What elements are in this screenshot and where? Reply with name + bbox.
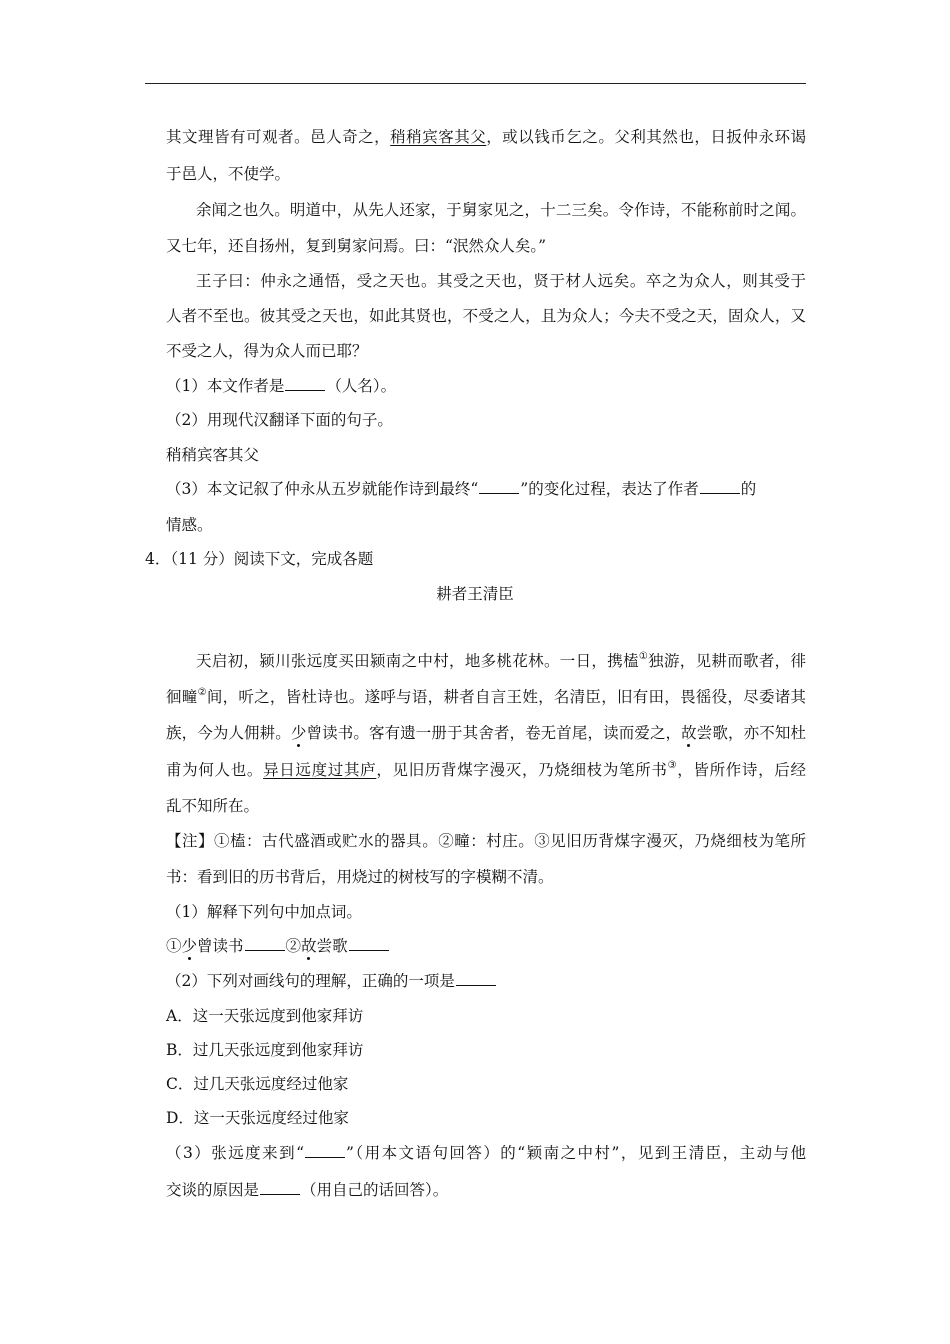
- question-3: （3）本文记叙了仲永从五岁就能作诗到最终“ ”的变化过程，表达了作者 的: [166, 480, 757, 498]
- article-line-2: 徊疃②间，听之，皆杜诗也。遂呼与语，耕者自言王姓，名清臣，旧有田，畏徭役，尽委诸其: [166, 687, 806, 706]
- note-mark: ③: [667, 760, 678, 771]
- dotted-word: 故: [301, 937, 317, 955]
- passage-line-5: 王子曰：仲永之通悟，受之天也。其受之天也，贤于材人远矣。卒之为众人，则其受于: [196, 272, 806, 290]
- note-mark: ②: [197, 687, 207, 698]
- note-line-1: 【注】①榼：古代盛酒或贮水的器具。②疃：村庄。③见旧历背煤字漫灭，乃烧细枝为笔所: [166, 832, 806, 850]
- answer-blank[interactable]: [456, 971, 496, 986]
- article-title: 耕者王清臣: [436, 585, 514, 603]
- subquestion-1: （1）解释下列句中加点词。: [166, 903, 362, 921]
- option-c[interactable]: C．过几天张远度经过他家: [166, 1075, 349, 1093]
- passage-line-4: 又七年，还自扬州，复到舅家问焉。曰：“泯然众人矣。”: [166, 237, 547, 255]
- answer-blank[interactable]: [479, 479, 519, 494]
- section-4-heading: 4．（11 分）阅读下文，完成各题: [145, 550, 374, 568]
- article-line-1: 天启初，颍川张远度买田颍南之中村，地多桃花林。一日，携榼①独游，见耕而歌者，徘: [196, 651, 806, 670]
- option-d[interactable]: D．这一天张远度经过他家: [166, 1109, 349, 1127]
- passage-line-1: 其文理皆有可观者。邑人奇之，稍稍宾客其父，或以钱币乞之。父利其然也，日扳仲永环谒: [166, 128, 806, 146]
- article-line-3: 族，今为人佣耕。少曾读书。客有遗一册于其舍者，卷无首尾，读而爱之，故尝歌，亦不知杜: [166, 724, 806, 742]
- passage-line-2: 于邑人，不使学。: [166, 165, 291, 183]
- answer-blank[interactable]: [305, 1143, 345, 1158]
- subquestion-1-items: ①少曾读书 ②故尝歌: [166, 936, 390, 956]
- note-line-2: 书：看到旧的历书背后，用烧过的树枝写的字模糊不清。: [166, 868, 554, 886]
- subquestion-3-cont: 交谈的原因是 （用自己的话回答）。: [166, 1181, 449, 1199]
- underlined-sentence: 异日远度过其庐: [263, 761, 377, 779]
- underlined-sentence: 稍稍宾客其父: [390, 128, 487, 146]
- answer-blank[interactable]: [285, 376, 325, 391]
- header-rule: [145, 83, 806, 84]
- passage-line-6: 人者不至也。彼其受之天也，如此其贤也，不受之人，且为众人；今夫不受之天，固众人，又: [166, 307, 806, 325]
- question-1: （1）本文作者是 （人名）。: [166, 377, 397, 395]
- dotted-word: 少: [290, 724, 307, 742]
- option-a[interactable]: A．这一天张远度到他家拜访: [166, 1007, 364, 1025]
- question-3-cont: 情感。: [166, 516, 213, 534]
- answer-blank[interactable]: [260, 1180, 300, 1195]
- answer-blank[interactable]: [245, 936, 285, 951]
- article-line-4: 甫为何人也。异日远度过其庐，见旧历背煤字漫灭，乃烧细枝为笔所书③，皆所作诗，后经: [166, 760, 806, 779]
- question-2-sentence: 稍稍宾客其父: [166, 446, 260, 464]
- answer-blank[interactable]: [349, 936, 389, 951]
- answer-blank[interactable]: [700, 479, 740, 494]
- passage-line-3: 余闻之也久。明道中，从先人还家，于舅家见之，十二三矣。令作诗，不能称前时之闻。: [196, 201, 806, 219]
- subquestion-3: （3）张远度来到“ ”（用本文语句回答）的“颖南之中村”，见到王清臣，主动与他: [166, 1144, 806, 1162]
- dotted-word: 故: [681, 724, 697, 742]
- option-b[interactable]: B．过几天张远度到他家拜访: [166, 1041, 364, 1059]
- question-2: （2）用现代汉翻译下面的句子。: [166, 411, 393, 429]
- dotted-word: 少: [181, 937, 198, 955]
- subquestion-2: （2）下列对画线句的理解，正确的一项是: [166, 971, 497, 991]
- note-mark: ①: [638, 651, 649, 662]
- passage-line-7: 不受之人，得为众人而已耶？: [166, 342, 368, 360]
- article-line-5: 乱不知所在。: [166, 797, 260, 815]
